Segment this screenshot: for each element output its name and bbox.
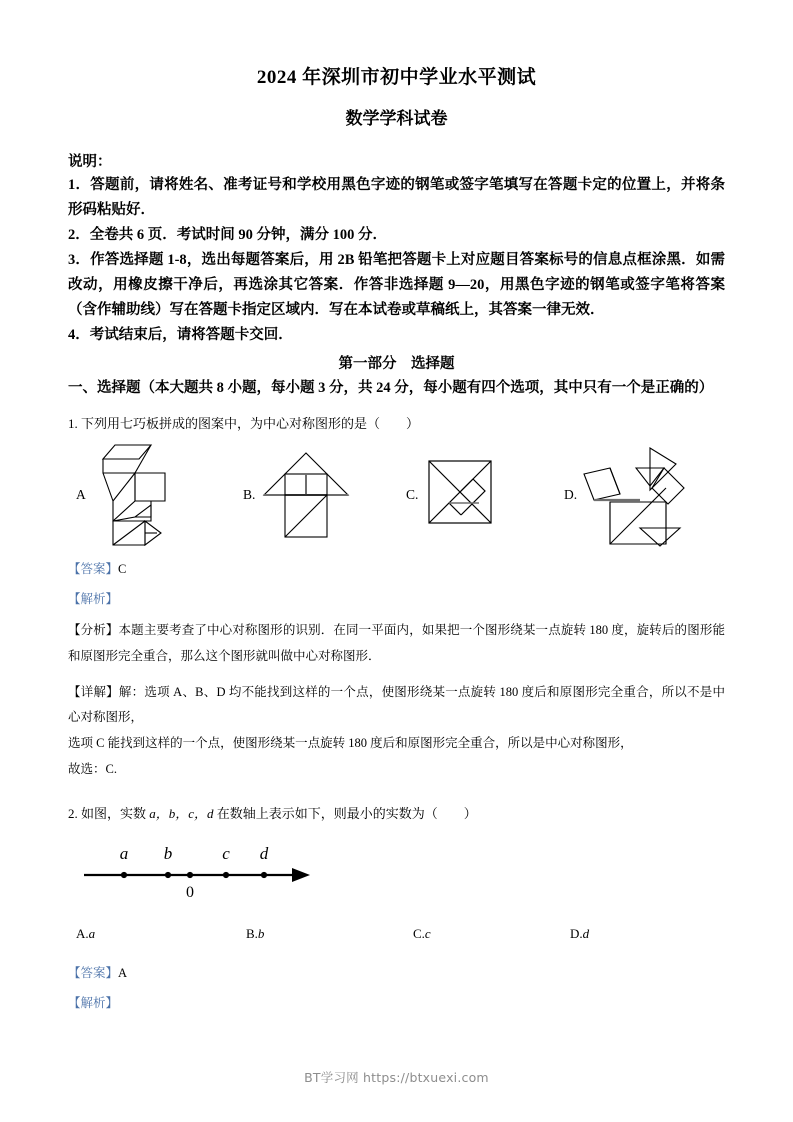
- instructions-block: [68, 151, 725, 348]
- figure-option-a-label: A: [76, 486, 86, 502]
- question-1-detail: [68, 670, 725, 783]
- svg-text:a: a: [119, 844, 129, 864]
- option-c-key: C.: [413, 926, 425, 942]
- instruction-item-2: 2．全卷共 6 页．考试时间 90 分钟，满分 100 分．: [68, 227, 387, 244]
- option-a-value: a: [88, 926, 96, 942]
- svg-text:d: d: [259, 844, 269, 864]
- svg-text:c: c: [222, 844, 230, 864]
- svg-text:0: 0: [186, 884, 194, 902]
- option-d-value: d: [582, 926, 590, 942]
- option-c-value: c: [424, 926, 431, 942]
- figure-option-d-label: D.: [564, 486, 578, 502]
- explanation-marker-2: 【解析】: [68, 996, 119, 1011]
- figure-option-b[interactable]: [243, 441, 354, 549]
- part-heading: 第一部分 选择题: [338, 355, 455, 372]
- explanation-marker: 【解析】: [68, 592, 119, 607]
- figure-option-d[interactable]: [564, 441, 708, 549]
- figure-option-b-label: B.: [243, 486, 256, 502]
- question-2-explanation-marker: [68, 983, 725, 1013]
- answer-marker: 【答案】: [68, 561, 119, 576]
- figure-option-c-label: C.: [406, 486, 419, 502]
- question-1-answer: [68, 549, 725, 579]
- tangram-house-icon: [258, 447, 354, 543]
- question-1-figure-options: [68, 441, 725, 549]
- figure-option-c[interactable]: [406, 441, 501, 549]
- option-b-value: b: [257, 926, 265, 942]
- answer-value: C: [118, 561, 127, 576]
- option-a-key: A.: [76, 926, 89, 942]
- answer-marker-2: 【答案】: [68, 966, 119, 981]
- number-line-icon: [74, 835, 334, 905]
- question-2-variables: a，b，c，d: [149, 806, 214, 822]
- option-c[interactable]: [413, 926, 431, 942]
- question-1-stem: 1. 下列用七巧板拼成的图案中，为中心对称图形的是（ ）: [68, 415, 420, 431]
- question-2-numberline: [74, 835, 725, 910]
- option-b[interactable]: [246, 926, 264, 942]
- instruction-item-3: 3．作答选择题 1-8，选出每题答案后，用 2B 铅笔把答题卡上对应题目答案标号的信息点框涂黑．如需改动，用橡皮擦干净后，再选涂其它答案．作答非选择题 9—20，用黑色字迹的钢笔或签字笔将答案（含作辅助线）写在答题卡指定区域内．写在本试卷或草稿纸上，其答案一律无效．: [68, 252, 725, 318]
- instructions-label: 说明：: [68, 153, 112, 170]
- analysis-text: 本题主要考查了中心对称图形的识别．在同一平面内，如果把一个图形绕某一点旋转 180 度，旋转后的图形能和原图形完全重合，那么这个图形就叫做中心对称图形．: [68, 623, 725, 664]
- option-a[interactable]: [76, 926, 95, 942]
- detail-marker: 【详解】: [68, 684, 119, 699]
- page-title: 2024 年深圳市初中学业水平测试: [256, 67, 537, 88]
- tangram-dog-icon: [580, 442, 708, 548]
- footer-watermark: BT学习网 https://btxuexi.com: [304, 1070, 489, 1085]
- detail-paragraph-2: 选项 C 能找到这样的一个点，使图形绕某一点旋转 180 度后和原图形完全重合，所以是中心对称图形，: [68, 735, 633, 750]
- detail-paragraph-1: [68, 680, 725, 731]
- detail-paragraph-3: 故选：C.: [68, 761, 117, 776]
- analysis-paragraph: [68, 618, 725, 669]
- figure-option-a[interactable]: [76, 441, 181, 549]
- question-2-stem: [68, 782, 725, 825]
- answer-value-2: A: [118, 966, 128, 981]
- option-b-key: B.: [246, 926, 258, 942]
- question-1-explanation-marker: [68, 579, 725, 609]
- svg-text:b: b: [163, 844, 173, 864]
- page-subtitle: 数学学科试卷: [345, 108, 448, 128]
- detail-text-1: 解：选项 A、B、D 均不能找到这样的一个点，使图形绕某一点旋转 180 度后和原图形完全重合，所以不是中心对称图形，: [68, 684, 725, 725]
- analysis-marker: 【分析】: [68, 623, 119, 638]
- tangram-square-icon: [421, 455, 501, 535]
- question-2-answer: [68, 948, 725, 983]
- question-1-analysis: [68, 609, 725, 669]
- question-2-stem-prefix: 2. 如图，实数: [68, 806, 150, 822]
- question-2-stem-suffix: 在数轴上表示如下，则最小的实数为（ ）: [213, 806, 477, 822]
- question-2-options: [68, 926, 725, 948]
- option-d[interactable]: [570, 926, 589, 942]
- section-intro: 一、选择题（本大题共 8 小题，每小题 3 分，共 24 分，每小题有四个选项，其中只有一个是正确的）: [68, 380, 714, 396]
- instruction-item-1: 1．答题前，请将姓名、准考证号和学校用黑色字迹的钢笔或签字笔填写在答题卡定的位置上，并将条形码粘贴好．: [68, 177, 725, 219]
- instruction-item-4: 4．考试结束后，请将答题卡交回．: [68, 326, 293, 343]
- option-d-key: D.: [570, 926, 583, 942]
- tangram-bird-icon: [89, 443, 181, 547]
